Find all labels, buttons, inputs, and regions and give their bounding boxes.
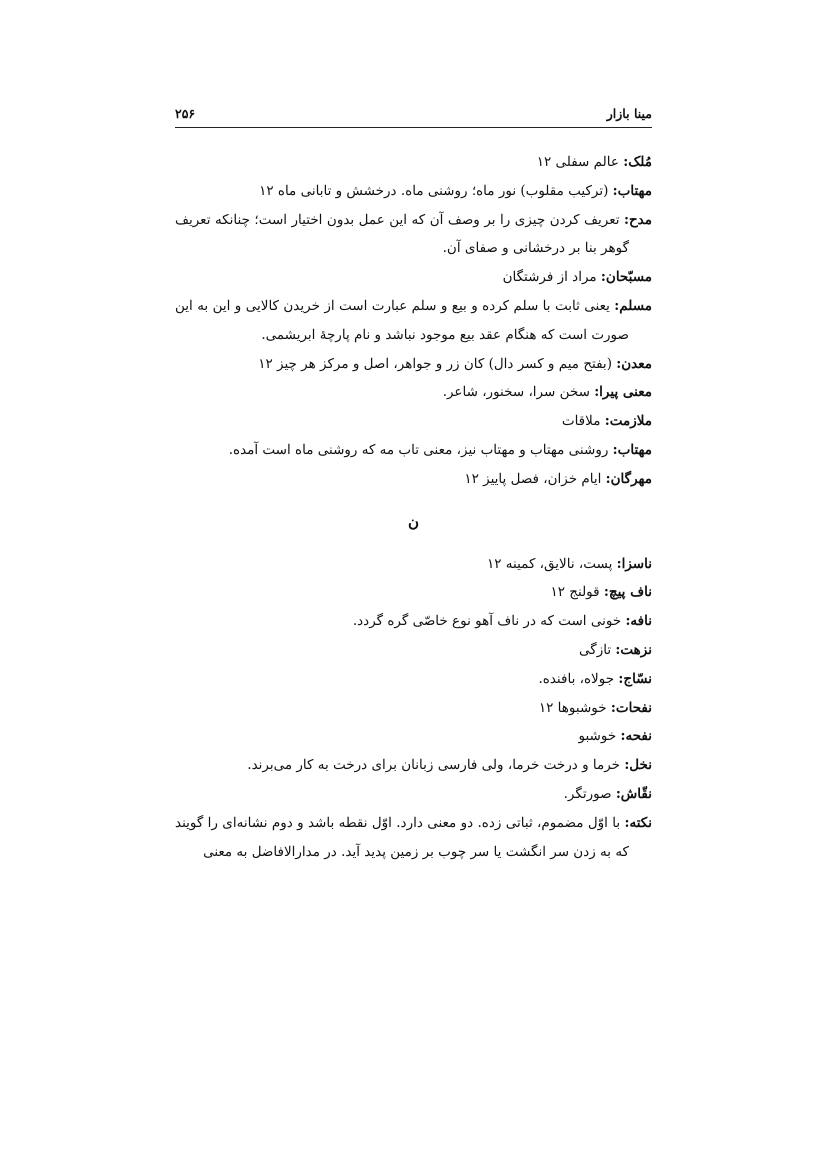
entry-term: مُلک:: [623, 154, 652, 170]
entry-definition: ایام خزان، فصل پاییز ۱۲: [464, 470, 606, 487]
page-number: ۲۵۶: [175, 106, 196, 121]
entry-term: مهتاب:: [612, 182, 652, 199]
glossary-entry: [175, 578, 652, 607]
entry-term: مسبّحان:: [600, 269, 652, 286]
entry-term: نقّاش:: [615, 785, 652, 802]
entry-definition: جولاه، بافنده.: [538, 670, 619, 687]
entry-definition: روشنی مهتاب و مهتاب نیز، معنی تاب مه که روشنی ماه است آمده.: [228, 441, 613, 458]
entry-term: نکته:: [624, 814, 652, 831]
glossary-entry: [175, 694, 652, 723]
entry-definition: ملاقات: [561, 413, 605, 430]
glossary-entry: [175, 809, 652, 867]
entry-term: نفحه:: [620, 728, 652, 745]
entry-definition: قولنج ۱۲: [550, 584, 604, 601]
entry-term: مدح:: [623, 211, 652, 228]
entry-term: مهتاب:: [612, 441, 652, 458]
entry-definition: عالم سفلی ۱۲: [536, 154, 624, 170]
glossary-entry: [175, 780, 652, 809]
entry-term: نخل:: [624, 757, 652, 774]
entry-term: نزهت:: [615, 641, 652, 658]
running-header: [175, 103, 652, 128]
glossary-entry: [175, 206, 652, 264]
glossary-entry: [175, 263, 652, 292]
entry-term: ملازمت:: [604, 413, 652, 430]
entry-definition: سخن سرا، سخنور، شاعر.: [442, 384, 595, 401]
entry-term: نفحات:: [610, 699, 652, 716]
glossary-entry: [175, 177, 652, 206]
entry-term: مهرگان:: [605, 470, 652, 487]
entry-term: نافه:: [625, 613, 652, 630]
entry-term: معدن:: [616, 355, 652, 372]
glossary-entry: [175, 665, 652, 694]
entry-term: مسلم:: [614, 297, 652, 314]
entry-definition: صورتگر.: [563, 785, 616, 802]
glossary-entry: [175, 148, 652, 177]
entry-definition: خرما و درخت خرما، ولی فارسی زبانان برای درخت به کار می‌برند.: [247, 757, 625, 774]
entry-term: ناسزا:: [616, 555, 652, 572]
glossary-entry: [175, 436, 652, 465]
entry-definition: خونی است که در ناف آهو نوع خاصّی گره گردد.: [352, 613, 626, 630]
glossary-section-nun: [175, 550, 652, 867]
glossary-entry: [175, 607, 652, 636]
glossary-entry: [175, 722, 652, 751]
entry-definition: با اوّل مضموم، ثباتی زده. دو معنی دارد. اوّل نقطه باشد و دوم نشانه‌ای را گویند که به زدن سر انگشت یا سر چوب بر زمین پدید آید. در مدارالافاضل به معنی: [175, 814, 629, 860]
entry-term: نسّاج:: [618, 670, 652, 687]
entry-definition: (ترکیب مقلوب) نور ماه؛ روشنی ماه. درخشش و تابانی ماه ۱۲: [259, 182, 613, 199]
entry-definition: (بفتح میم و کسر دال) کان زر و جواهر، اصل و مرکز هر چیز ۱۲: [258, 355, 617, 372]
glossary-body: [175, 148, 652, 866]
entry-definition: مراد از فرشتگان: [502, 269, 601, 286]
book-title: مینا بازار: [606, 106, 652, 121]
entry-term: معنی پیرا:: [594, 384, 652, 401]
glossary-entry: [175, 751, 652, 780]
entry-definition: یعنی ثابت با سلم کرده و بیع و سلم عبارت است از خریدن کالایی و این به این صورت است که هنگام عقد بیع موجود نباشد و نام پارچهٔ ابریشمی.: [175, 297, 629, 343]
entry-definition: پست، نالایق، کمینه ۱۲: [486, 555, 617, 572]
section-letter-heading: ن: [407, 512, 419, 531]
glossary-entry: [175, 350, 652, 379]
glossary-entry: [175, 636, 652, 665]
entry-definition: خوشبوها ۱۲: [538, 699, 611, 716]
glossary-entry: [175, 407, 652, 436]
glossary-entry: [175, 550, 652, 579]
entry-term: ناف پیچ:: [603, 584, 652, 601]
page: [175, 0, 652, 1169]
entry-definition: خوشبو: [578, 728, 621, 745]
entry-definition: تعریف کردن چیزی را بر وصف آن که این عمل بدون اختیار است؛ چنانکه تعریف گوهر بنا بر درخشانی و صفای آن.: [175, 211, 629, 257]
glossary-entry: [175, 292, 652, 350]
entry-definition: تازگی: [579, 641, 616, 658]
glossary-entry: [175, 465, 652, 494]
glossary-entry: [175, 378, 652, 407]
glossary-section-mim: [175, 148, 652, 494]
